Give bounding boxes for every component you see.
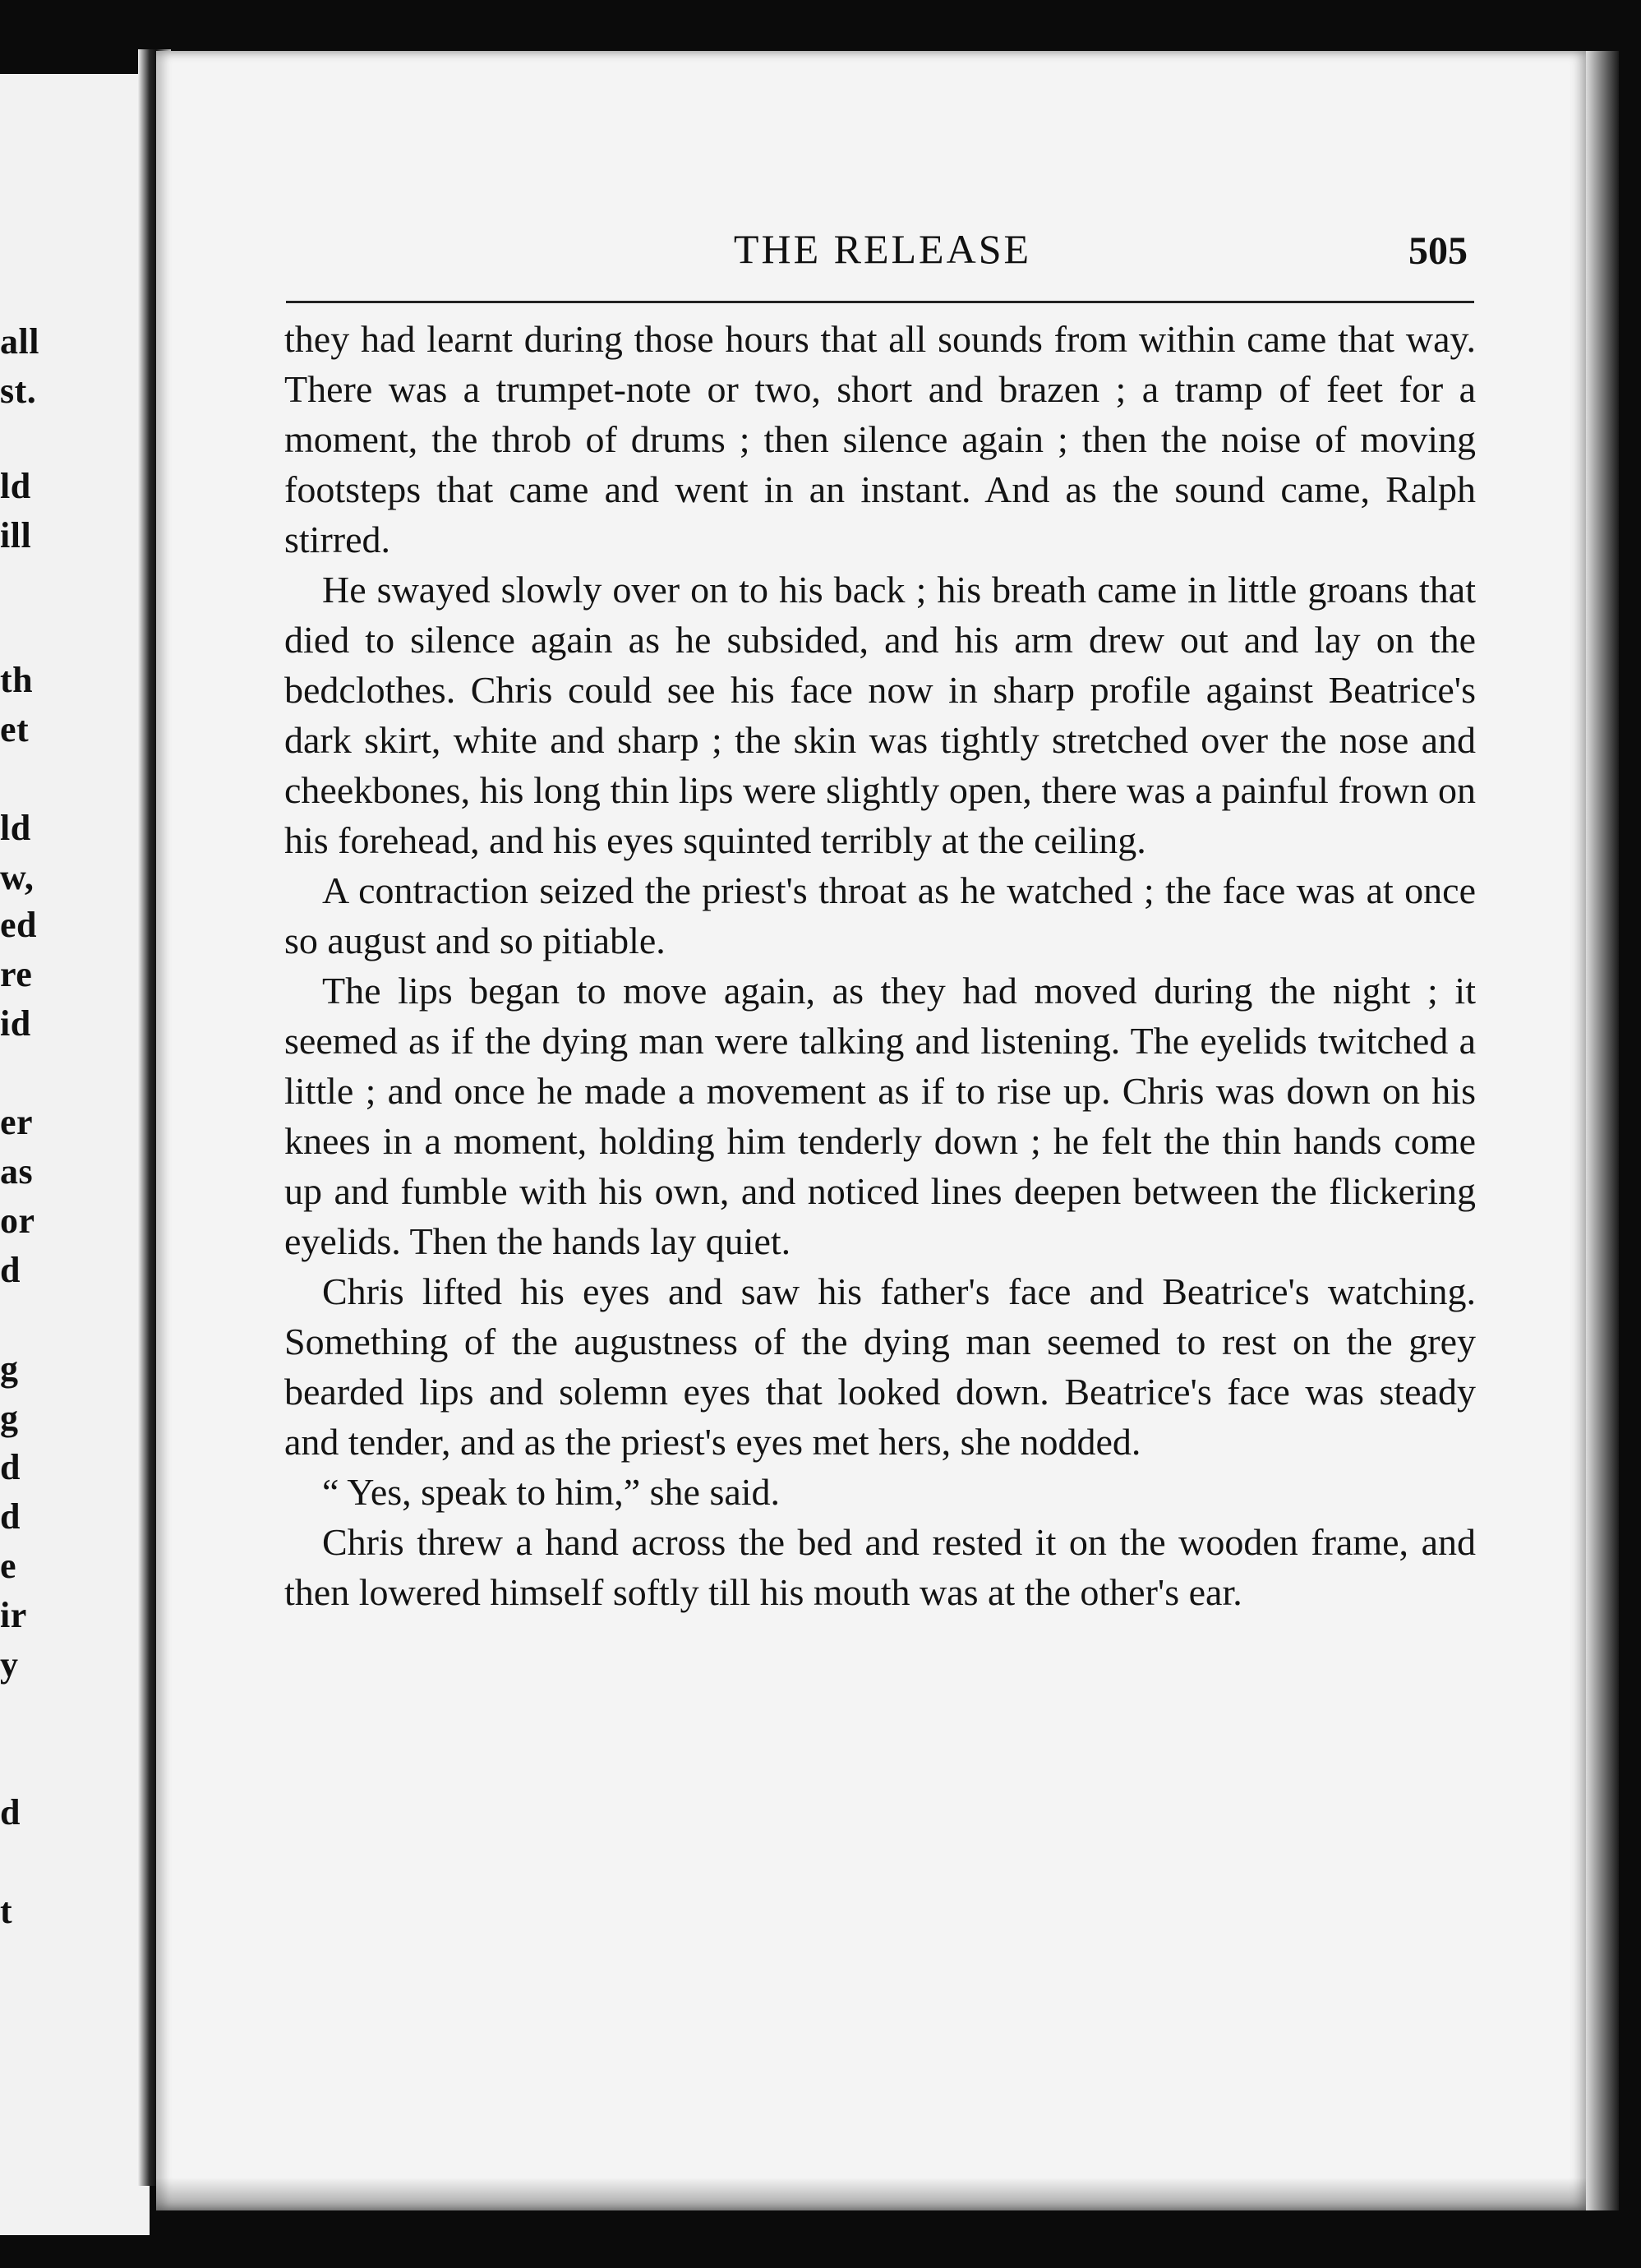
left-fragment-line: g xyxy=(0,1398,19,1438)
left-fragment-line: st. xyxy=(0,371,37,411)
page-edge-right xyxy=(1586,51,1619,2210)
left-fragment-line: id xyxy=(0,1003,31,1044)
left-fragment-line: d xyxy=(0,1496,21,1537)
page-bottom-shade xyxy=(156,2178,1590,2210)
left-fragment-line: ld xyxy=(0,466,31,506)
left-fragment-line: th xyxy=(0,660,34,700)
left-page-fragment xyxy=(0,74,150,2235)
left-fragment-line: or xyxy=(0,1201,35,1241)
running-head xyxy=(283,225,1482,291)
left-fragment-line: e xyxy=(0,1546,17,1586)
header-rule xyxy=(286,301,1474,303)
left-fragment-line: er xyxy=(0,1102,34,1142)
left-fragment-line: ir xyxy=(0,1595,27,1635)
running-head-title: THE RELEASE xyxy=(733,226,1032,272)
right-page xyxy=(156,51,1590,2210)
left-fragment-line: ld xyxy=(0,808,31,848)
left-fragment-line: d xyxy=(0,1792,21,1832)
left-fragment-line: t xyxy=(0,1891,13,1931)
left-fragment-line: re xyxy=(0,954,33,994)
paragraph: Chris lifted his eyes and saw his father's face and Beatrice's watching. Something of the augustness of the dying man seemed to rest on the grey bearded lips and solemn eyes that looked down. Beatrice's face was steady and tender, and as the priest's eyes met hers, she nodded. xyxy=(284,1270,1476,1463)
left-fragment-line: ed xyxy=(0,905,37,945)
paragraph: Chris threw a hand across the bed and rested it on the wooden frame, and then lowered himself softly till his mouth was at the other's ear. xyxy=(284,1521,1476,1613)
paragraph: The lips began to move again, as they had moved during the night ; it seemed as if the dying man were talking and listening. The eyelids twitched a little ; and once he made a movement as if to rise up. Chris was down on his knees in a moment, holding him tenderly down ; he felt the thin hands come up and fumble with his own, and noticed lines deepen between the flickering eyelids. Then the hands lay quiet. xyxy=(284,970,1476,1262)
paragraph: He swayed slowly over on to his back ; his breath came in little groans that died to silence again as he subsided, and his arm drew out and lay on the bedclothes. Chris could see his face now in sharp profile against Beatrice's dark skirt, white and sharp ; the skin was tightly stretched over the nose and cheekbones, his long thin lips were slightly open, there was a painful frown on his forehead, and his eyes squinted terribly at the ceiling. xyxy=(284,569,1476,861)
left-fragment-line: all xyxy=(0,321,39,362)
left-fragment-line: et xyxy=(0,709,30,749)
left-fragment-line: ill xyxy=(0,515,32,555)
paragraph: A contraction seized the priest's throat as he watched ; the face was at once so august and so pitiable. xyxy=(284,869,1476,961)
left-fragment-line: as xyxy=(0,1151,34,1192)
left-fragment-line: d xyxy=(0,1250,21,1290)
paragraph: “ Yes, speak to him,” she said. xyxy=(322,1471,781,1513)
left-fragment-line: g xyxy=(0,1348,19,1389)
body-text xyxy=(284,314,1476,1617)
page-number: 505 xyxy=(1408,229,1468,273)
left-fragment-line: y xyxy=(0,1644,19,1685)
left-fragment-line: d xyxy=(0,1447,21,1487)
paragraph: they had learnt during those hours that all sounds from within came that way. There was a trumpet-note or two, short and brazen ; a tramp of feet for a moment, the throb of drums ; then silence again ; then the noise of moving footsteps that came and went in an instant. And as the sound came, Ralph stirred. xyxy=(284,318,1476,560)
left-fragment-line: w, xyxy=(0,857,35,897)
